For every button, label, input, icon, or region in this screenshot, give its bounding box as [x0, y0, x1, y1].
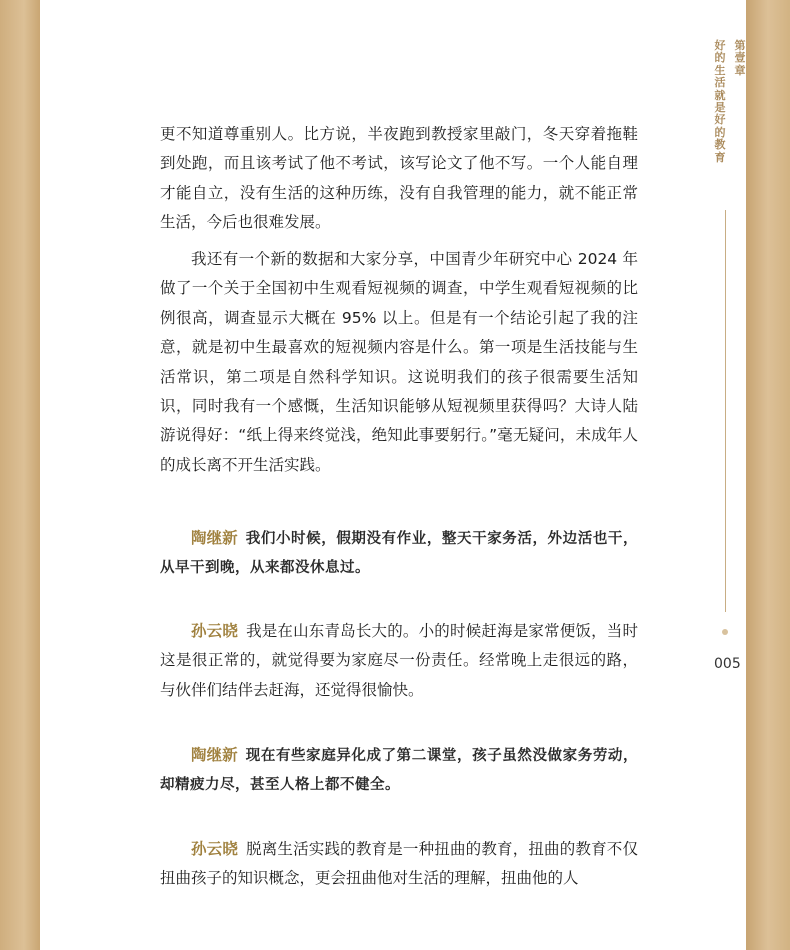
margin-dot	[722, 629, 728, 635]
chapter-title: 好的生活就是好的教育	[714, 39, 726, 164]
book-edge-left	[0, 0, 40, 950]
speaker-name: 陶继新	[191, 529, 238, 547]
paragraph-2: 我还有一个新的数据和大家分享，中国青少年研究中心 2024 年做了一个关于全国初中生观看短视频的调查，中学生观看短视频的比例很高，调查显示大概在 95% 以上。但是有一个结论引起了我的注意，就是初中生最喜欢的短视频内容是什么。第一项是生活技能与生活常识，第二项是自然科学知识。这说明我们的孩子很需要生活知识，同时我有一个感慨，生活知识能够从短视频里获得吗？大诗人陆游说得好：“纸上得来终觉浅，绝知此事要躬行。”毫无疑问，未成年人的成长离不开生活实践。	[160, 250, 638, 474]
dialogue-text: 脱离生活实践的教育是一种扭曲的教育，扭曲的教育不仅扭曲孩子的知识概念，更会扭曲他对生活的理解，扭曲他的人	[160, 840, 638, 888]
paragraph-1: 更不知道尊重别人。比方说，半夜跑到教授家里敲门，冬天穿着拖鞋到处跑，而且该考试了他不考试，该写论文了他不写。一个人能自理才能自立，没有生活的这种历练，没有自我管理的能力，就不能正常生活，今后也很难发展。	[160, 125, 638, 232]
dialogue-turn-4	[160, 835, 638, 894]
dialogue-turn-1	[160, 524, 638, 583]
dialogue-turn-3	[160, 741, 638, 800]
page-number: 005	[714, 656, 741, 672]
dialogue-text: 现在有些家庭异化成了第二课堂，孩子虽然没做家务劳动，却精疲力尽，甚至人格上都不健全。	[160, 747, 638, 794]
speaker-name: 孙云晓	[191, 840, 239, 858]
dialogue-turn-2	[160, 617, 638, 705]
dialogue-text: 我是在山东青岛长大的。小的时候赶海是家常便饭，当时这是很正常的，就觉得要为家庭尽一份责任。经常晚上走很远的路，与伙伴们结伴去赶海，还觉得很愉快。	[160, 622, 638, 699]
chapter-number: 第壹章	[734, 39, 746, 77]
speaker-name: 陶继新	[191, 746, 238, 764]
book-edge-right	[746, 0, 790, 950]
dialogue-text: 我们小时候，假期没有作业，整天干家务活，外边活也干，从早干到晚，从来都没休息过。	[160, 530, 638, 577]
speaker-name: 孙云晓	[191, 622, 239, 640]
margin-rule	[725, 210, 726, 612]
